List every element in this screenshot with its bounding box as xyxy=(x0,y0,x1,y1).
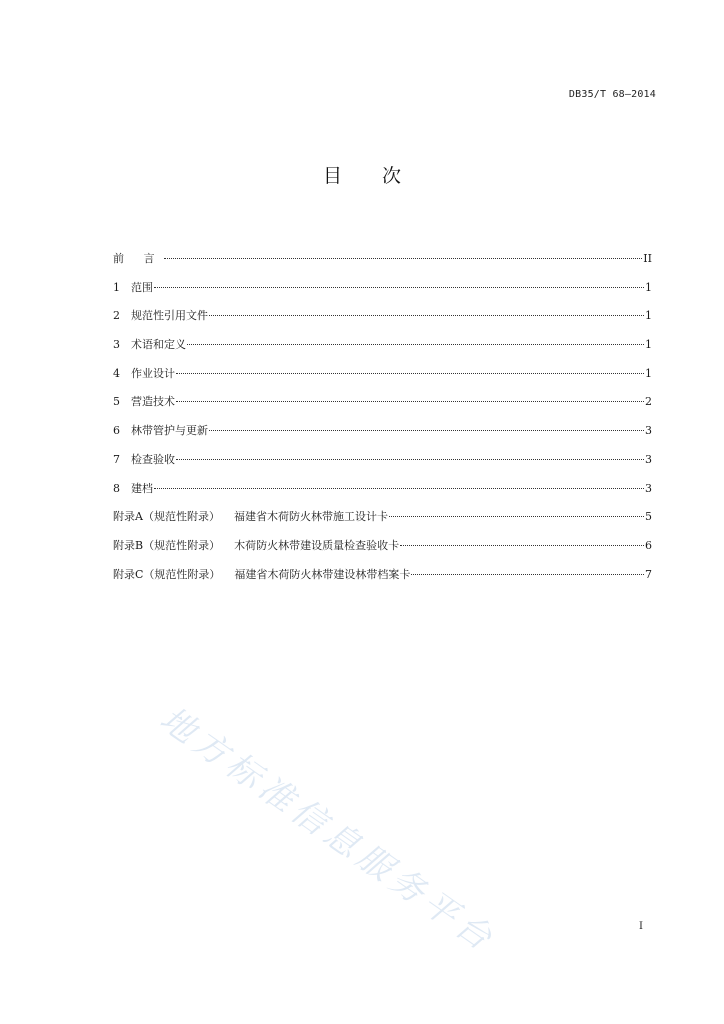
toc-entry-page: 1 xyxy=(645,309,652,323)
toc-leader-dots xyxy=(154,488,644,489)
toc-title: 目 次 xyxy=(322,165,419,187)
toc-entry-number: 3 xyxy=(113,338,120,352)
toc-appendix-title: 福建省木荷防火林带施工设计卡 xyxy=(233,510,388,524)
toc-entry-label: 营造技术 xyxy=(131,395,175,409)
toc-entry-number: 8 xyxy=(113,481,120,495)
toc-appendix-title: 福建省木荷防火林带建设林带档案卡 xyxy=(234,567,411,581)
toc-entry-page: 2 xyxy=(645,395,652,409)
toc-entry-page: 1 xyxy=(645,338,652,352)
toc-entry-number: 2 xyxy=(113,309,120,323)
toc-leader-dots xyxy=(411,574,644,575)
toc-entry-construction-technique[interactable] xyxy=(113,393,652,422)
toc-leader-dots xyxy=(176,401,644,402)
toc-entry-normative-references[interactable] xyxy=(113,307,652,336)
toc-leader-dots xyxy=(176,373,644,374)
toc-entry-number: 1 xyxy=(113,280,120,294)
toc-entry-label: 前 言 xyxy=(113,252,163,265)
toc-entry-archiving[interactable] xyxy=(113,480,652,509)
toc-entry-page: II xyxy=(643,252,652,265)
toc-entry-page: 7 xyxy=(645,567,652,581)
toc-entry-appendix-a[interactable] xyxy=(113,508,652,537)
toc-entry-label: 规范性引用文件 xyxy=(131,309,208,323)
toc-entry-label: 建档 xyxy=(131,481,153,495)
toc-leader-dots xyxy=(164,258,643,259)
toc-entry-label: 术语和定义 xyxy=(131,338,186,352)
toc-leader-dots xyxy=(154,287,644,288)
toc-entry-number: 7 xyxy=(113,452,120,466)
toc-entry-page: 5 xyxy=(645,510,652,524)
toc-appendix-label: 附录B（规范性附录） xyxy=(113,538,221,552)
toc-entry-appendix-b[interactable] xyxy=(113,537,652,566)
page-number: I xyxy=(639,921,643,932)
toc-leader-dots xyxy=(209,430,644,431)
toc-entry-label: 检查验收 xyxy=(131,452,175,466)
toc-entry-number: 5 xyxy=(113,395,120,409)
toc-entry-page: 1 xyxy=(645,366,652,380)
toc-entry-page: 3 xyxy=(645,481,652,495)
toc-entry-page: 6 xyxy=(645,538,652,552)
toc-leader-dots xyxy=(209,315,644,316)
toc-entry-operation-design[interactable] xyxy=(113,365,652,394)
toc-appendix-title: 木荷防火林带建设质量检查验收卡 xyxy=(234,538,400,552)
toc-entry-page: 3 xyxy=(645,424,652,438)
toc-appendix-label: 附录A（规范性附录） xyxy=(113,510,220,524)
toc-entry-inspection-acceptance[interactable] xyxy=(113,451,652,480)
toc-entry-number: 6 xyxy=(113,424,120,438)
document-code: DB35/T 68—2014 xyxy=(568,89,656,100)
toc-leader-dots xyxy=(187,344,644,345)
watermark: 地方标准信息服务平台 xyxy=(152,698,504,962)
toc-entry-number: 4 xyxy=(113,366,120,380)
toc-entry-foreword[interactable] xyxy=(113,250,652,279)
toc-entry-label: 林带管护与更新 xyxy=(131,424,208,438)
toc-entry-page: 1 xyxy=(645,280,652,294)
toc-entry-scope[interactable] xyxy=(113,279,652,308)
toc-entry-terms-definitions[interactable] xyxy=(113,336,652,365)
toc-entry-label: 范围 xyxy=(131,280,153,294)
toc-entry-page: 3 xyxy=(645,452,652,466)
toc-appendix-label: 附录C（规范性附录） xyxy=(113,567,221,581)
toc-leader-dots xyxy=(400,545,644,546)
toc-list xyxy=(113,250,652,594)
toc-leader-dots xyxy=(176,459,644,460)
toc-entry-appendix-c[interactable] xyxy=(113,566,652,595)
toc-entry-maintenance-renewal[interactable] xyxy=(113,422,652,451)
toc-entry-label: 作业设计 xyxy=(131,366,175,380)
toc-leader-dots xyxy=(389,516,644,517)
